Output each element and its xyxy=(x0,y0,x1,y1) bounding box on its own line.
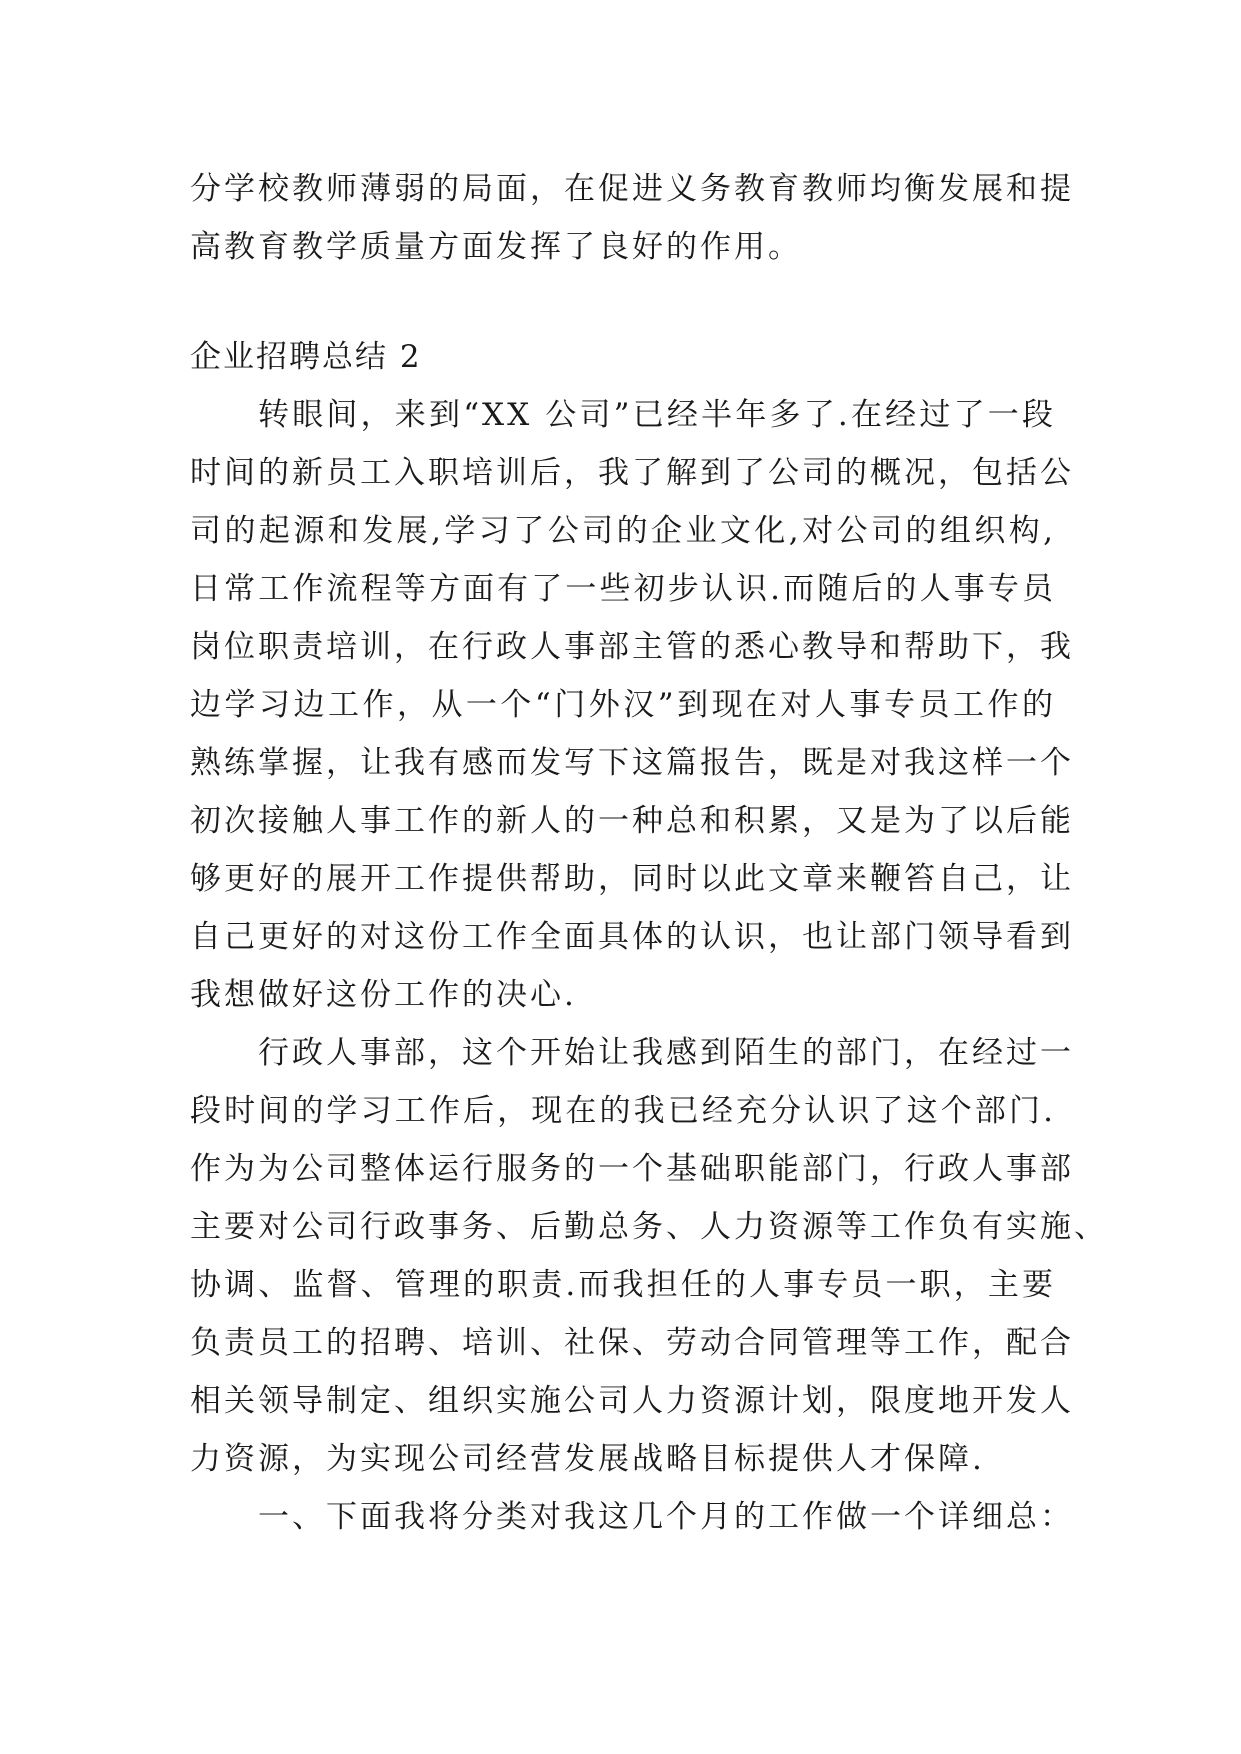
text-line: 行政人事部，这个开始让我感到陌生的部门，在经过一 xyxy=(258,1035,1074,1071)
text-line: 司的起源和发展,学习了公司的企业文化,对公司的组织构, xyxy=(190,513,1056,549)
paragraph-1 xyxy=(190,386,1074,1024)
text-line: 日常工作流程等方面有了一些初步认识.而随后的人事专员 xyxy=(190,571,1056,607)
text-line: 相关领导制定、组织实施公司人力资源计划，限度地开发人 xyxy=(190,1383,1074,1419)
paragraph-3 xyxy=(190,1488,1074,1546)
text-line: 时间的新员工入职培训后，我了解到了公司的概况，包括公 xyxy=(190,455,1074,491)
text-line: 边学习边工作，从一个“门外汉”到现在对人事专员工作的 xyxy=(190,687,1056,723)
intro-paragraph xyxy=(190,160,1074,276)
text-line: 协调、监督、管理的职责.而我担任的人事专员一职，主要 xyxy=(190,1267,1056,1303)
text-line: 力资源，为实现公司经营发展战略目标提供人才保障. xyxy=(190,1441,985,1477)
text-line: 岗位职责培训，在行政人事部主管的悉心教导和帮助下，我 xyxy=(190,629,1074,665)
document-body xyxy=(190,160,1108,1546)
text-line: 作为为公司整体运行服务的一个基础职能部门，行政人事部 xyxy=(190,1151,1074,1187)
text-line: 我想做好这份工作的决心. xyxy=(190,977,577,1013)
text-line: 分学校教师薄弱的局面，在促进义务教育教师均衡发展和提 xyxy=(190,171,1074,207)
text-line: 段时间的学习工作后，现在的我已经充分认识了这个部门. xyxy=(190,1093,1056,1129)
text-line: 自己更好的对这份工作全面具体的认识，也让部门领导看到 xyxy=(190,919,1074,955)
text-line: 转眼间，来到“XX 公司”已经半年多了.在经过了一段 xyxy=(258,397,1056,433)
text-line: 负责员工的招聘、培训、社保、劳动合同管理等工作，配合 xyxy=(190,1325,1074,1361)
text-line: 高教育教学质量方面发挥了良好的作用。 xyxy=(190,229,802,265)
text-line: 主要对公司行政事务、后勤总务、人力资源等工作负有实施、 xyxy=(190,1209,1108,1245)
text-line: 熟练掌握，让我有感而发写下这篇报告，既是对我这样一个 xyxy=(190,745,1074,781)
paragraph-2 xyxy=(190,1024,1108,1488)
text-line: 够更好的展开工作提供帮助，同时以此文章来鞭笞自己，让 xyxy=(190,861,1074,897)
text-line: 初次接触人事工作的新人的一种总和积累，又是为了以后能 xyxy=(190,803,1074,839)
section-heading: 企业招聘总结 2 xyxy=(190,339,422,375)
text-line: 一、下面我将分类对我这几个月的工作做一个详细总： xyxy=(258,1499,1074,1535)
